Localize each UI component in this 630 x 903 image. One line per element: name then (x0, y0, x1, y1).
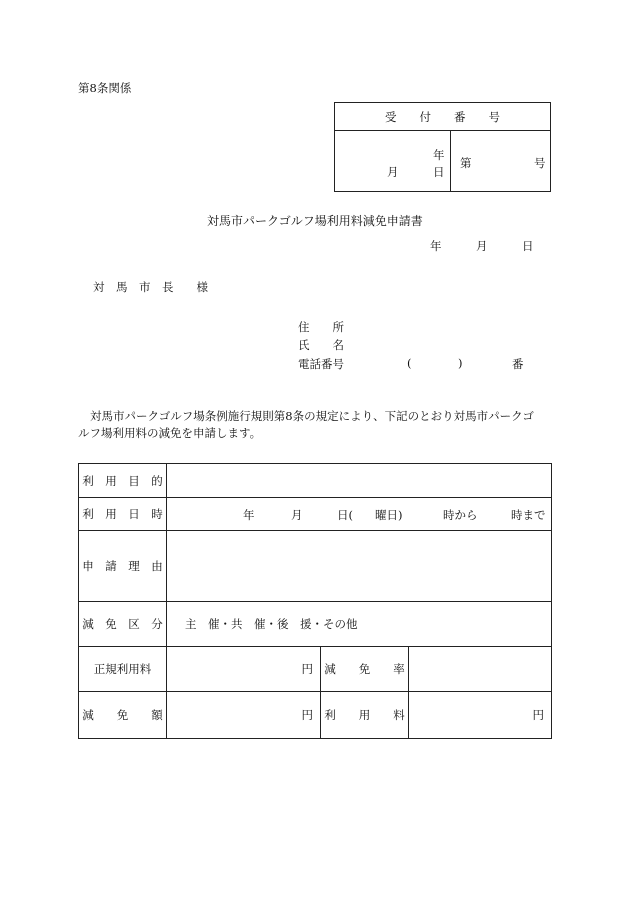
purpose-field[interactable] (167, 464, 551, 497)
address-label: 住 所 (298, 320, 344, 334)
datetime-to: 時まで (511, 508, 546, 522)
datetime-year: 年 (243, 508, 255, 522)
fee-unit: 円 (532, 708, 544, 722)
regular-fee-unit: 円 (301, 662, 313, 676)
rate-field[interactable] (409, 647, 551, 691)
datetime-month: 月 (291, 508, 303, 522)
addressee: 対 馬 市 長 様 (93, 280, 208, 294)
datetime-from: 時から (443, 508, 478, 522)
reception-dai: 第 (460, 156, 472, 170)
phone-label: 電話番号 (298, 357, 344, 371)
phone-paren-close: ) (458, 356, 463, 370)
regular-fee-label: 正規利用料 (93, 662, 152, 676)
body-text-line-1: 対馬市パークゴルフ場条例施行規則第8条の規定により、下記のとおり対馬市パークゴ (90, 409, 534, 423)
exempt-amount-label: 減 免 額 (82, 708, 163, 722)
reception-title: 受 付 番 号 (335, 103, 550, 131)
rate-label: 減 免 率 (324, 662, 405, 676)
application-date: 年 月 日 (430, 239, 534, 253)
datetime-label: 利 用 日 時 (82, 507, 163, 521)
category-options[interactable]: 主 催・共 催・後 援・その他 (185, 617, 358, 631)
phone-paren-open: ( (407, 356, 412, 370)
article-reference: 第8条関係 (78, 81, 132, 95)
fee-field[interactable] (409, 692, 551, 738)
body-text-line-2: ルフ場利用料の減免を申請します。 (78, 426, 262, 440)
form-title: 対馬市パークゴルフ場利用料減免申請書 (207, 214, 423, 228)
reception-divider (450, 131, 451, 192)
reason-label: 申 請 理 由 (82, 559, 163, 573)
datetime-day: 日( (337, 508, 353, 522)
category-label: 減 免 区 分 (82, 617, 163, 631)
application-table (78, 463, 552, 739)
regular-fee-field[interactable] (167, 647, 320, 691)
purpose-label: 利 用 目 的 (82, 473, 163, 488)
datetime-weekday: 曜日) (375, 508, 403, 522)
name-label: 氏 名 (298, 338, 344, 352)
reception-month: 月 (387, 165, 399, 179)
reception-go: 号 (534, 156, 546, 170)
exempt-amount-field[interactable] (167, 692, 320, 738)
reception-number-box (334, 102, 551, 192)
phone-ban: 番 (512, 357, 524, 371)
reception-day: 日 (433, 165, 445, 179)
reason-field[interactable] (167, 531, 551, 601)
reception-year: 年 (433, 148, 445, 162)
exempt-amount-unit: 円 (301, 708, 313, 722)
fee-label: 利 用 料 (324, 708, 405, 722)
datetime-field[interactable] (167, 498, 551, 530)
